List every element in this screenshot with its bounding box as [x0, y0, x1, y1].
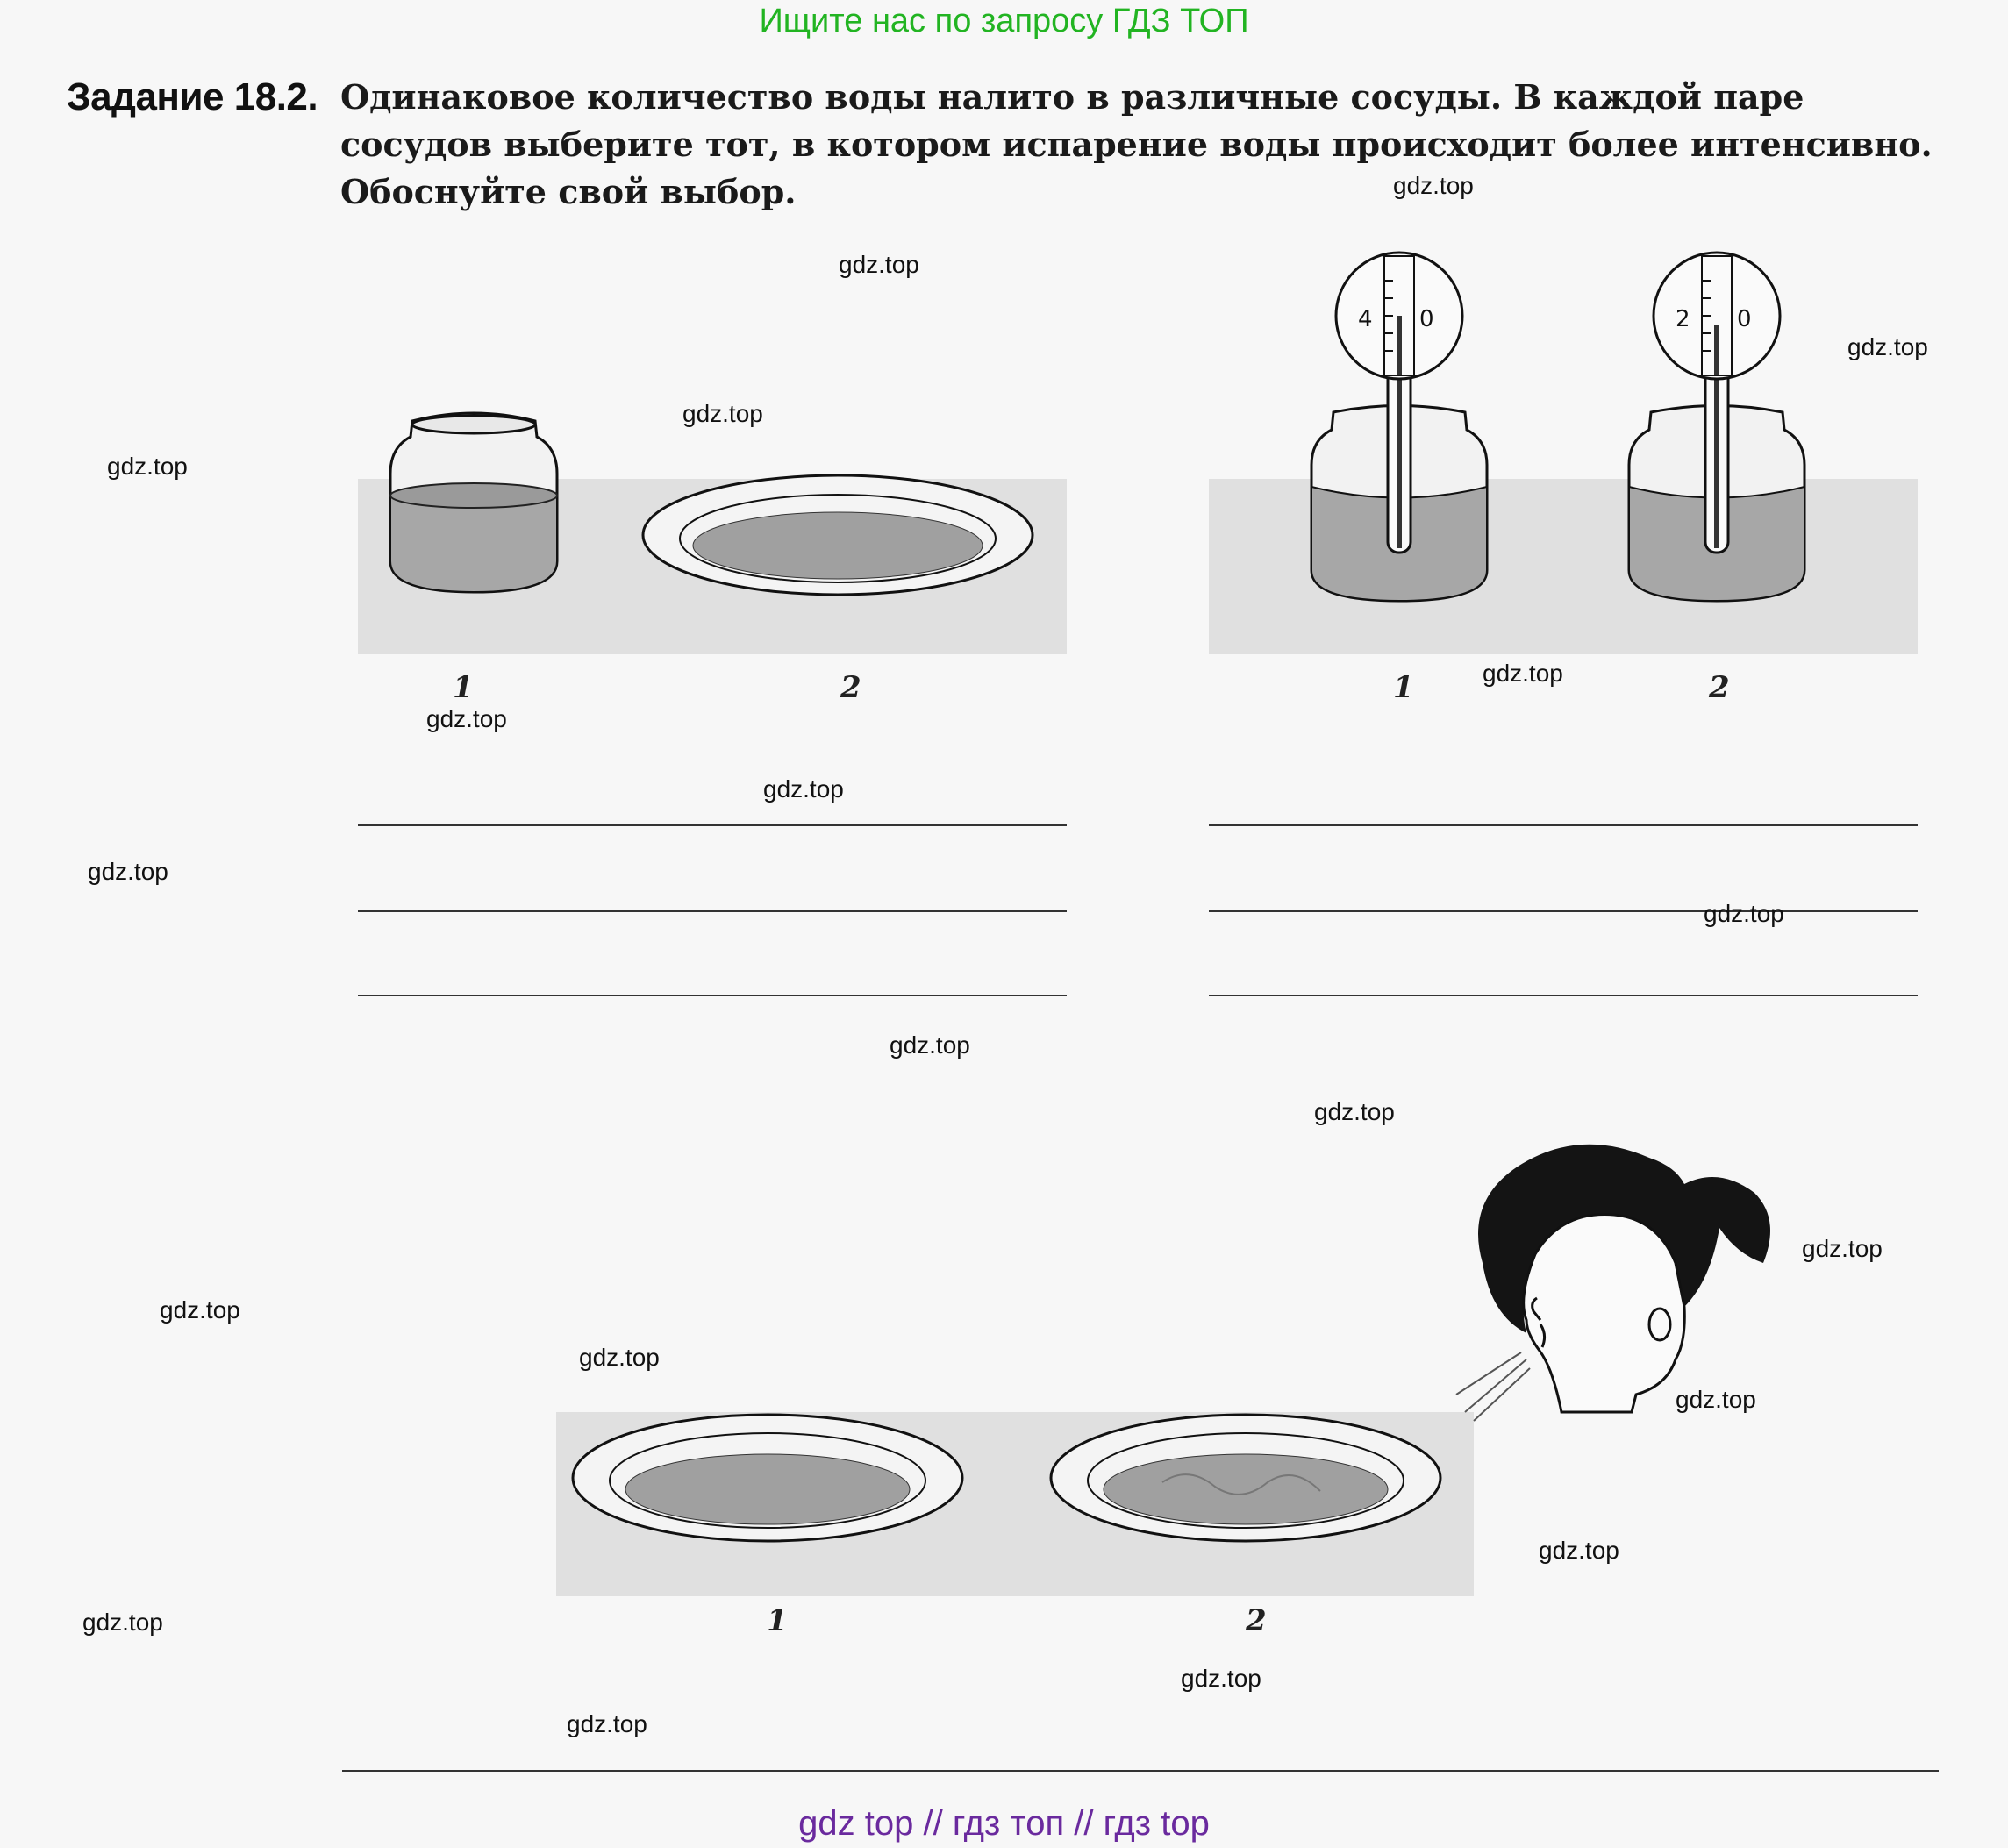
figure-number-1b: 2: [840, 670, 861, 705]
watermark-15: gdz.top: [579, 1344, 660, 1371]
task-label: Задание 18.2.: [67, 75, 318, 118]
answer-line-2b[interactable]: [1209, 910, 1918, 912]
watermark-8: gdz.top: [763, 775, 844, 803]
jar-illustration: [377, 412, 570, 605]
watermark-4: gdz.top: [682, 400, 763, 427]
figure-number-2b: 2: [1709, 670, 1730, 705]
thermo-right-value: 2: [1676, 306, 1690, 332]
watermark-17: gdz.top: [1539, 1537, 1619, 1564]
plate-illustration-2: [570, 1412, 965, 1552]
answer-line-2c[interactable]: [1209, 995, 1918, 996]
figure-number-1a: 1: [453, 670, 474, 705]
watermark-9: gdz.top: [88, 858, 168, 885]
watermark-12: gdz.top: [1314, 1098, 1395, 1125]
watermark-20: gdz.top: [567, 1710, 647, 1737]
task-text: Одинаковое количество воды налито в различные сосуды. В каждой паре сосудов выберите тот, в котором испарение воды происходит более интенсивно. Обоснуйте свой выбор.: [340, 77, 1933, 211]
jar-thermometer-2: [1625, 246, 1809, 614]
thermo-left-value: 4: [1358, 306, 1373, 332]
answer-line-1b[interactable]: [358, 910, 1067, 912]
watermark-5: gdz.top: [107, 453, 188, 480]
watermark-11: gdz.top: [890, 1031, 970, 1059]
answer-line-3[interactable]: [342, 1770, 1939, 1772]
watermark-10: gdz.top: [1704, 900, 1784, 927]
watermark-7: gdz.top: [426, 705, 507, 732]
answer-line-2a[interactable]: [1209, 824, 1918, 826]
watermark-19: gdz.top: [1181, 1665, 1261, 1692]
watermark-18: gdz.top: [82, 1609, 163, 1636]
watermark-16: gdz.top: [1676, 1386, 1756, 1413]
watermark-2: gdz.top: [839, 251, 919, 278]
jar-thermometer-1: [1307, 246, 1491, 614]
answer-line-1a[interactable]: [358, 824, 1067, 826]
figure-number-3b: 2: [1246, 1603, 1267, 1638]
watermark-13: gdz.top: [1802, 1235, 1883, 1262]
watermark-1: gdz.top: [1393, 172, 1474, 199]
girl-blowing-illustration: [1456, 1131, 1790, 1421]
thermo-left-zero: 0: [1419, 306, 1434, 332]
plate-illustration-1: [640, 474, 1035, 605]
thermo-right-zero: 0: [1737, 306, 1752, 332]
answer-line-1c[interactable]: [358, 995, 1067, 996]
figure-number-3a: 1: [767, 1603, 788, 1638]
plate-illustration-3: [1048, 1412, 1443, 1552]
watermark-14: gdz.top: [160, 1296, 240, 1324]
figure-number-2a: 1: [1393, 670, 1414, 705]
bottom-banner[interactable]: gdz top // гдз топ // гдз top: [798, 1804, 1210, 1843]
top-banner[interactable]: Ищите нас по запросу ГДЗ ТОП: [759, 3, 1249, 39]
watermark-6: gdz.top: [1483, 660, 1563, 687]
watermark-3: gdz.top: [1847, 333, 1928, 360]
